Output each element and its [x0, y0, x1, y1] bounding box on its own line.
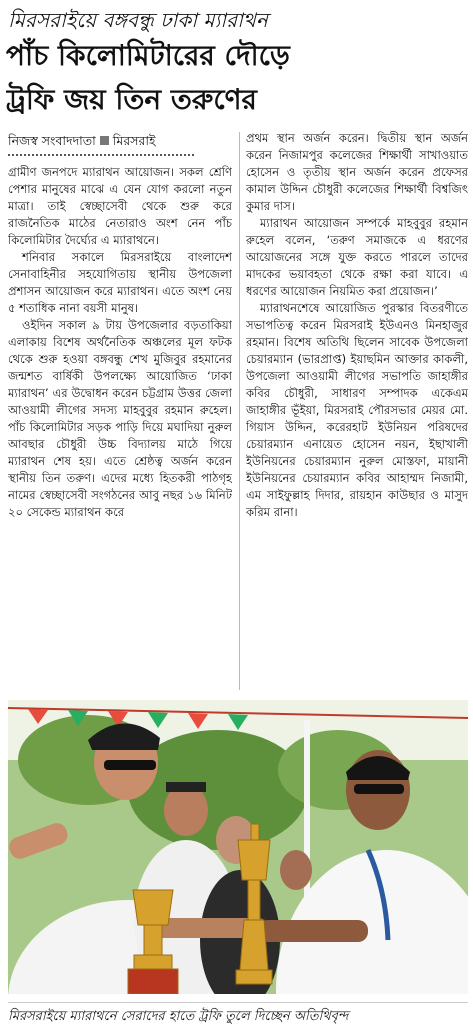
byline	[8, 132, 234, 150]
paragraph: ওইদিন সকাল ৯ টায় উপজেলার বড়তাকিয়া এলাকায় বিশেষ অর্থনৈতিক অঞ্চলের মূল ফটক থেকে শুরু হওয়া বঙ্গবন্ধু শেখ মুজিবুর রহমানের জন্মশত বার্ষিকী উপলক্ষ্যে আয়োজিত ‘ঢাকা ম্যারাথন’ এর উদ্বোধন করেন চট্টগ্রাম উত্তর জেলা আওয়ামী লীগের সদস্য মাহবুবুর রহমান রুহেল। পাঁচ কিলোমিটার সড়ক পাড়ি দিয়ে মঘাদিয়া নুরুল আবছার চৌধুরী উচ্চ বিদ্যালয় মাঠে গিয়ে ম্যারাথন শেষ হয়। এতে শ্রেষ্ঠত্ব অর্জন করেন স্থানীয় তিন তরুণ। এদের মধ্যে হিতকরী পাঠগৃহ নামের স্বেচ্ছাসেবী সংগঠনের আবু নছর ১৬ মিনিট ২০ সেকেন্ড ম্যারাথন করে	[8, 318, 232, 519]
paragraph: গ্রামীণ জনপদে ম্যারাথন আয়োজন। সকল শ্রেণি পেশার মানুষের মাঝে এ যেন যোগ করলো নতুন মাত্রা। তাই স্বেচ্ছাসেবী থেকে শুরু করে রাজনৈতিক মাঠের নেতারাও অংশ নেন পাঁচ কিলোমিটার দৈর্ঘ্যের এ ম্যারাথনে।	[8, 165, 232, 247]
square-bullet-icon	[100, 136, 109, 145]
article-kicker: মিরসরাইয়ে বঙ্গবন্ধু ঢাকা ম্যারাথন	[8, 8, 268, 32]
paragraph: প্রথম স্থান অর্জন করেন। দ্বিতীয় স্থান অর্জন করেন নিজামপুর কলেজের শিক্ষার্থী সাখাওয়াত হোসেন ও তৃতীয় স্থান অর্জন করেন প্রফেসর কামাল উদ্দিন চৌধুরী কলেজের শিক্ষার্থী বিশ্বজিৎ কুমার দাস।	[246, 131, 468, 213]
article-column-1	[8, 164, 232, 694]
paragraph: ম্যারাথনশেষে আয়োজিত পুরস্কার বিতরণীতে সভাপতিত্ব করেন মিরসরাই ইউএনও মিনহাজুর রহমান। বিশেষ অতিথি ছিলেন সাবেক উপজেলা চেয়ারম্যান (ভারপ্রাপ্ত) ইয়াছমিন আক্তার কাকলী, উপজেলা আওয়ামী লীগের সভাপতি জাহাঙ্গীর কবির চৌধুরী, সাধারণ সম্পাদক একেএম জাহাঙ্গীর ভূঁইয়া, মিরসরাই পৌরসভার মেয়র মো. গিয়াস উদ্দিন, করেরহাট ইউনিয়ন পরিষদের চেয়ারম্যান এনায়েত হোসেন নয়ন, ইছাখালী ইউনিয়নের চেয়ারম্যান নুরুল মোস্তফা, মায়ানী ইউনিয়নের চেয়ারম্যান কবির আহাম্মদ নিজামী, এম সাইফুল্লাহ দিদার, রায়হান কাউছার ও মাসুদ করিম রানা।	[246, 301, 468, 519]
column-divider	[239, 132, 240, 690]
headline-line-1: পাঁচ কিলোমিটারের দৌড়ে	[6, 39, 290, 72]
byline-place: মিরসরাই	[112, 133, 156, 148]
paragraph: ম্যারাথন আয়োজন সম্পর্কে মাহবুবুর রহমান রুহেল বলেন, ‘তরুণ সমাজকে এ ধরণের আয়োজনের সঙ্গে যুক্ত করতে পারলে তাদের মাদকের ভয়াবহতা থেকে রক্ষা করা যাবে। এ ধরণের আয়োজন নিয়মিত করা প্রয়োজন।’	[246, 216, 468, 298]
article-column-2	[246, 130, 468, 694]
paragraph: শনিবার সকালে মিরসরাইয়ে বাংলাদেশ সেনাবাহিনীর সহযোগিতায় স্থানীয় উপজেলা প্রশাসন আয়োজন করে ম্যারাথন। এতে অংশ নেয় ৫ শতাধিক নানা বয়সী মানুষ।	[8, 250, 232, 315]
headline-line-2: ট্রফি জয় তিন তরুণের	[6, 83, 257, 116]
byline-rule	[8, 154, 194, 156]
byline-source: নিজস্ব সংবাদদাতা	[8, 133, 96, 148]
photo-caption: মিরসরাইয়ে ম্যারাথনে সেরাদের হাতে ট্রফি তুলে দিচ্ছেন অতিথিবৃন্দ	[8, 1002, 468, 1027]
trophy-ceremony-illustration	[8, 700, 468, 994]
article-photo	[8, 700, 468, 994]
